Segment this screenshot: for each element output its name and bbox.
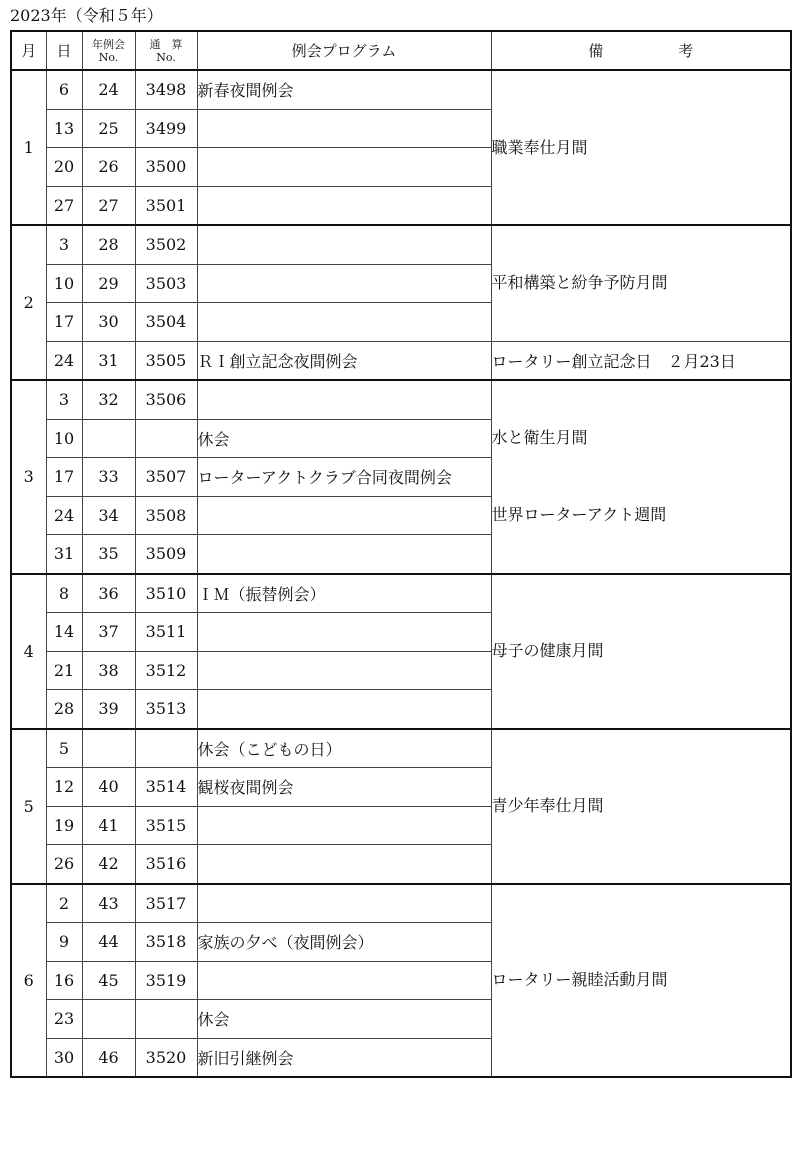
day-cell: 10 xyxy=(46,419,82,458)
meeting-schedule-table xyxy=(10,30,792,1078)
year-no-cell: 46 xyxy=(82,1038,135,1077)
table-row xyxy=(11,574,791,613)
serial-no-cell: 3507 xyxy=(135,458,197,497)
program-cell: 休会 xyxy=(197,1000,491,1039)
note-line: ロータリー親睦活動月間 xyxy=(491,970,668,990)
serial-no-cell: 3498 xyxy=(135,70,197,109)
year-no-cell: 31 xyxy=(82,341,135,380)
program-cell: 休会（こどもの日） xyxy=(197,729,491,768)
serial-no-cell: 3514 xyxy=(135,768,197,807)
table-row xyxy=(11,380,791,419)
day-cell: 12 xyxy=(46,768,82,807)
table-row xyxy=(11,225,791,264)
day-cell: 17 xyxy=(46,303,82,342)
note-line: 母子の健康月間 xyxy=(491,641,604,660)
header-year-no-bottom: No. xyxy=(98,50,119,64)
year-no-cell: 37 xyxy=(82,613,135,652)
note-cell xyxy=(491,729,791,884)
day-cell: 24 xyxy=(46,341,82,380)
schedule-body xyxy=(11,70,791,1077)
year-no-cell: 38 xyxy=(82,651,135,690)
program-cell xyxy=(197,148,491,187)
note-cell: ロータリー創立記念日 ２月23日 xyxy=(491,341,791,380)
day-cell: 31 xyxy=(46,535,82,574)
note-cell xyxy=(491,884,791,1078)
note-line: 平和構築と紛争予防月間 xyxy=(491,273,668,293)
serial-no-cell xyxy=(135,419,197,458)
month-cell: 5 xyxy=(11,729,46,884)
serial-no-cell: 3516 xyxy=(135,845,197,884)
program-cell: 観桜夜間例会 xyxy=(197,768,491,807)
header-row xyxy=(11,31,791,70)
program-cell xyxy=(197,884,491,923)
year-no-cell: 40 xyxy=(82,768,135,807)
day-cell: 26 xyxy=(46,845,82,884)
month-cell: 2 xyxy=(11,225,46,380)
serial-no-cell: 3513 xyxy=(135,690,197,729)
year-no-cell: 24 xyxy=(82,70,135,109)
program-cell xyxy=(197,186,491,225)
day-cell: 3 xyxy=(46,380,82,419)
serial-no-cell: 3501 xyxy=(135,186,197,225)
table-row xyxy=(11,884,791,923)
note-line: 水と衛生月間 xyxy=(491,428,588,448)
day-cell: 9 xyxy=(46,923,82,962)
program-cell xyxy=(197,690,491,729)
program-cell: ＩＭ（振替例会） xyxy=(197,574,491,613)
serial-no-cell: 3502 xyxy=(135,225,197,264)
program-cell: 新春夜間例会 xyxy=(197,70,491,109)
program-cell xyxy=(197,380,491,419)
day-cell: 8 xyxy=(46,574,82,613)
day-cell: 21 xyxy=(46,651,82,690)
serial-no-cell: 3515 xyxy=(135,806,197,845)
year-no-cell: 39 xyxy=(82,690,135,729)
note-cell xyxy=(491,70,791,225)
note-line: 青少年奉仕月間 xyxy=(491,796,604,815)
header-program: 例会プログラム xyxy=(197,31,491,70)
note-line: 職業奉仕月間 xyxy=(491,137,588,157)
serial-no-cell: 3518 xyxy=(135,923,197,962)
year-no-cell xyxy=(82,419,135,458)
program-cell xyxy=(197,109,491,148)
day-cell: 27 xyxy=(46,186,82,225)
program-cell xyxy=(197,845,491,884)
note-line: 世界ローターアクト週間 xyxy=(491,505,667,525)
header-year-no xyxy=(82,31,135,70)
serial-no-cell: 3503 xyxy=(135,264,197,303)
day-cell: 2 xyxy=(46,884,82,923)
serial-no-cell: 3511 xyxy=(135,613,197,652)
serial-no-cell: 3510 xyxy=(135,574,197,613)
serial-no-cell: 3500 xyxy=(135,148,197,187)
year-no-cell: 36 xyxy=(82,574,135,613)
year-no-cell: 44 xyxy=(82,923,135,962)
serial-no-cell: 3517 xyxy=(135,884,197,923)
serial-no-cell xyxy=(135,729,197,768)
serial-no-cell: 3519 xyxy=(135,961,197,1000)
day-cell: 5 xyxy=(46,729,82,768)
month-cell: 6 xyxy=(11,884,46,1078)
program-cell xyxy=(197,303,491,342)
serial-no-cell: 3509 xyxy=(135,535,197,574)
year-no-cell: 32 xyxy=(82,380,135,419)
program-cell xyxy=(197,613,491,652)
year-no-cell xyxy=(82,1000,135,1039)
day-cell: 6 xyxy=(46,70,82,109)
day-cell: 17 xyxy=(46,458,82,497)
document-title: 2023年（令和５年） xyxy=(10,6,163,25)
year-no-cell: 35 xyxy=(82,535,135,574)
day-cell: 30 xyxy=(46,1038,82,1077)
note-cell xyxy=(491,225,791,341)
day-cell: 20 xyxy=(46,148,82,187)
program-cell xyxy=(197,651,491,690)
day-cell: 19 xyxy=(46,806,82,845)
year-no-cell: 25 xyxy=(82,109,135,148)
day-cell: 24 xyxy=(46,496,82,535)
serial-no-cell: 3499 xyxy=(135,109,197,148)
year-no-cell: 41 xyxy=(82,806,135,845)
year-no-cell: 28 xyxy=(82,225,135,264)
day-cell: 10 xyxy=(46,264,82,303)
program-cell xyxy=(197,225,491,264)
year-no-cell: 43 xyxy=(82,884,135,923)
program-cell: 休会 xyxy=(197,419,491,458)
year-no-cell: 26 xyxy=(82,148,135,187)
serial-no-cell: 3505 xyxy=(135,341,197,380)
year-no-cell xyxy=(82,729,135,768)
year-no-cell: 27 xyxy=(82,186,135,225)
program-cell xyxy=(197,535,491,574)
header-year-no-top: 年例会 xyxy=(92,37,125,51)
table-row xyxy=(11,729,791,768)
program-cell xyxy=(197,961,491,1000)
header-serial-no xyxy=(135,31,197,70)
year-no-cell: 34 xyxy=(82,496,135,535)
day-cell: 3 xyxy=(46,225,82,264)
day-cell: 14 xyxy=(46,613,82,652)
year-no-cell: 42 xyxy=(82,845,135,884)
table-row xyxy=(11,341,791,380)
serial-no-cell: 3504 xyxy=(135,303,197,342)
note-cell xyxy=(491,380,791,574)
header-note: 備 考 xyxy=(491,31,791,70)
serial-no-cell xyxy=(135,1000,197,1039)
month-cell: 1 xyxy=(11,70,46,225)
program-cell xyxy=(197,496,491,535)
program-cell: ローターアクトクラブ合同夜間例会 xyxy=(197,458,491,497)
month-cell: 3 xyxy=(11,380,46,574)
program-cell: 家族の夕べ（夜間例会） xyxy=(197,923,491,962)
header-month: 月 xyxy=(11,31,46,70)
header-day: 日 xyxy=(46,31,82,70)
program-cell: 新旧引継例会 xyxy=(197,1038,491,1077)
serial-no-cell: 3512 xyxy=(135,651,197,690)
month-cell: 4 xyxy=(11,574,46,729)
program-cell: ＲＩ創立記念夜間例会 xyxy=(197,341,491,380)
day-cell: 23 xyxy=(46,1000,82,1039)
day-cell: 28 xyxy=(46,690,82,729)
program-cell xyxy=(197,806,491,845)
serial-no-cell: 3508 xyxy=(135,496,197,535)
year-no-cell: 30 xyxy=(82,303,135,342)
serial-no-cell: 3506 xyxy=(135,380,197,419)
note-cell xyxy=(491,574,791,729)
table-row xyxy=(11,70,791,109)
year-no-cell: 29 xyxy=(82,264,135,303)
day-cell: 13 xyxy=(46,109,82,148)
day-cell: 16 xyxy=(46,961,82,1000)
year-no-cell: 45 xyxy=(82,961,135,1000)
serial-no-cell: 3520 xyxy=(135,1038,197,1077)
program-cell xyxy=(197,264,491,303)
header-serial-bottom: No. xyxy=(156,50,176,64)
header-serial-top: 通 算 xyxy=(149,37,183,51)
year-no-cell: 33 xyxy=(82,458,135,497)
